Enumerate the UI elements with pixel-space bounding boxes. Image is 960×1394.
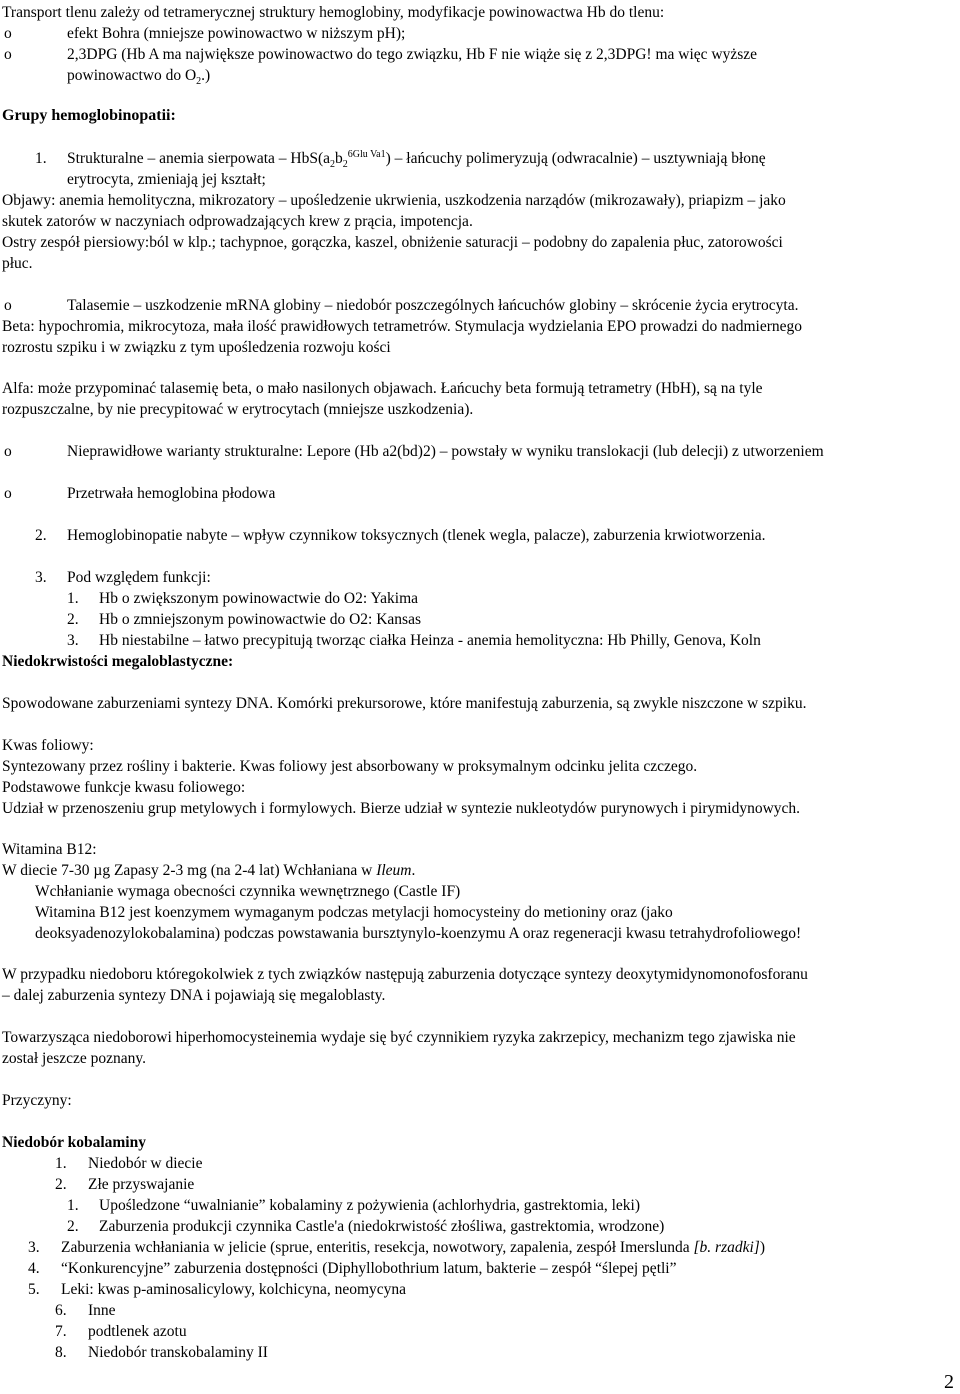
bullet: o xyxy=(4,297,12,314)
objawy-line: Ostry zespół piersiowy:ból w klp.; tachypnoe, gorączka, kaszel, obniżenie saturacji – podobny do zapalenia płuc, zatorowości xyxy=(2,234,783,251)
list-item: Hb o zmniejszonym powinowactwie do O2: Kansas xyxy=(99,611,421,628)
towarzyszaca-line: Towarzysząca niedoborowi hiperhomocysteinemia wydaje się być czynnikiem ryzyka zakrzepicy, mechanizm tego zjawiska nie xyxy=(2,1029,796,1046)
list-item: Inne xyxy=(88,1302,116,1319)
beta-line: Beta: hypochromia, mikrocytoza, mała ilość prawidłowych tetrametrów. Stymulacja wydzielania EPO prowadzi do nadmiernego xyxy=(2,318,803,335)
list-item: podtlenek azotu xyxy=(88,1323,187,1340)
list-number: 8. xyxy=(55,1344,67,1361)
b12-heading: Witamina B12: xyxy=(2,841,97,858)
list-item: Hb o zwiększonym powinowactwie do O2: Yakima xyxy=(99,590,418,607)
list-number: 5. xyxy=(28,1281,40,1298)
list-item: Niedobór transkobalaminy II xyxy=(88,1344,268,1361)
list-item: Hb niestabilne – łatwo precypitują tworząc ciałka Heinza - anemia hemolityczna: Hb Philly, Genova, Koln xyxy=(99,632,761,649)
kwas-line: Syntezowany przez rośliny i bakterie. Kwas foliowy jest absorbowany w proksymalnym odcinku jelita czczego. xyxy=(2,758,698,775)
list-number: 2. xyxy=(67,1218,79,1235)
bullet: o xyxy=(4,46,12,63)
list-number: 1. xyxy=(35,150,47,167)
list-item: Zaburzenia produkcji czynnika Castle'a (niedokrwistość złośliwa, gastrektomia, wrodzone) xyxy=(99,1218,665,1235)
section-heading: Grupy hemoglobinopatii: xyxy=(2,107,176,124)
list-item-dpg: 2,3DPG (Hb A ma największe powinowactwo do tego związku, Hb F nie wiąże się z 2,3DPG! ma więc wyższe xyxy=(67,46,758,63)
list-number: 2. xyxy=(35,527,47,544)
b12-line: deoksyadenozylokobalamina) podczas powstawania bursztynylo-koenzymu A oraz regeneracji kwasu tetrahydrofoliowego! xyxy=(35,925,802,942)
przyczyny-label: Przyczyny: xyxy=(2,1092,72,1109)
list-number: 4. xyxy=(28,1260,40,1277)
list-number: 7. xyxy=(55,1323,67,1340)
list-number: 3. xyxy=(35,569,47,586)
nieprawidlowe-line: Nieprawidłowe warianty strukturalne: Lepore (Hb a2(bd)2) – powstały w wyniku translokacji (lub delecji) z utworzeniem xyxy=(67,443,824,460)
bullet: o xyxy=(4,443,12,460)
list-item: Niedobór w diecie xyxy=(88,1155,203,1172)
beta-line: rozrostu szpiku i w związku z tym upośledzenia rozwoju kości xyxy=(2,339,391,356)
list-number: 2. xyxy=(55,1176,67,1193)
funkcji-line: Pod względem funkcji: xyxy=(67,569,211,586)
list-item: Leki: kwas p-aminosalicylowy, kolchicyna, neomycyna xyxy=(61,1281,407,1298)
nabyte-line: Hemoglobinopatie nabyte – wpływ czynnikow toksycznych (tlenek wegla, palacze), zaburzenia krwiotworzenia. xyxy=(67,527,766,544)
kwas-line: Podstawowe funkcje kwasu foliowego: xyxy=(2,779,246,796)
objawy-line: skutek zatorów w naczyniach odprowadzających krew z prącia, impotencja. xyxy=(2,213,473,230)
kwas-heading: Kwas foliowy: xyxy=(2,737,94,754)
list-item: “Konkurencyjne” zaburzenia dostępności (Diphyllobothrium latum, bakterie – zespół “ślepej pętli” xyxy=(61,1260,677,1277)
bullet: o xyxy=(4,485,12,502)
talasemie-line: Talasemie – uszkodzenie mRNA globiny – niedobór poszczególnych łańcuchów globiny – skrócenie życia erytrocyta. xyxy=(67,297,799,314)
b12-line: W diecie 7-30 µg Zapasy 2-3 mg (na 2-4 lat) Wchłaniana w Ileum. xyxy=(2,862,416,879)
intro-line: Transport tlenu zależy od tetramerycznej struktury hemoglobiny, modyfikacje powinowactwa Hb do tlenu: xyxy=(2,4,665,21)
objawy-line: płuc. xyxy=(2,255,33,272)
b12-line: Witamina B12 jest koenzymem wymaganym podczas metylacji homocysteiny do metioniny oraz (jako xyxy=(35,904,673,921)
objawy-line: Objawy: anemia hemolityczna, mikrozatory – upośledzenie ukrwienia, uszkodzenia narządów (mikrozawały), priapizm – jako xyxy=(2,192,786,209)
list-number: 3. xyxy=(67,632,79,649)
list-item-bohr: efekt Bohra (mniejsze powinowactwo w niższym pH); xyxy=(67,25,406,42)
list-item-dpg-cont: powinowactwo do $O_2$.) xyxy=(67,67,211,88)
spowodowane-line: Spowodowane zaburzeniami syntezy DNA. Komórki prekursorowe, które manifestują zaburzenia, są zwykle niszczone w szpiku. xyxy=(2,695,807,712)
list-item: Upośledzone “uwalnianie” kobalaminy z pożywienia (achlorhydria, gastrektomia, leki) xyxy=(99,1197,641,1214)
section-heading: Niedobór kobalaminy xyxy=(2,1134,146,1151)
b12-line: Wchłanianie wymaga obecności czynnika wewnętrznego (Castle IF) xyxy=(35,883,461,900)
przetrwala-line: Przetrwała hemoglobina płodowa xyxy=(67,485,276,502)
list-number: 3. xyxy=(28,1239,40,1256)
kwas-line: Udział w przenoszeniu grup metylowych i formylowych. Bierze udział w syntezie nukleotydów purynowych i pirymidynowych. xyxy=(2,800,801,817)
towarzyszaca-line: został jeszcze poznany. xyxy=(2,1050,147,1067)
strukturalne-line: Strukturalne – anemia sierpowata – $HbS(a_2b_2^{6Glu Va1})$ – łańcuchy polimeryzują (odwracalnie) – usztywniają błonę xyxy=(67,148,766,171)
alfa-line: Alfa: może przypominać talasemię beta, o mało nasilonych objawach. Łańcuchy beta formują tetrametry (HbH), są na tyle xyxy=(2,380,763,397)
bullet: o xyxy=(4,25,12,42)
list-number: 6. xyxy=(55,1302,67,1319)
wprzypadku-line: W przypadku niedoboru któregokolwiek z tych związków następują zaburzenia dotyczące syntezy deoxytymidynomonofosforanu xyxy=(2,966,808,983)
strukturalne-cont: erytrocyta, zmieniają jej kształt; xyxy=(67,171,266,188)
list-number: 1. xyxy=(67,1197,79,1214)
list-number: 1. xyxy=(55,1155,67,1172)
list-item: Złe przyswajanie xyxy=(88,1176,195,1193)
page-number: 2 xyxy=(944,1371,954,1393)
wprzypadku-line: – dalej zaburzenia syntezy DNA i pojawiają się megaloblasty. xyxy=(2,987,386,1004)
section-heading: Niedokrwistości megaloblastyczne: xyxy=(2,653,234,670)
list-number: 1. xyxy=(67,590,79,607)
list-number: 2. xyxy=(67,611,79,628)
list-item: Zaburzenia wchłaniania w jelicie (sprue, enteritis, resekcja, nowotwory, zapalenia, zespół Imerslunda [b. rzadki]) xyxy=(61,1239,766,1256)
alfa-line: rozpuszczalne, by nie precypitować w erytrocytach (mniejsze uszkodzenia). xyxy=(2,401,474,418)
